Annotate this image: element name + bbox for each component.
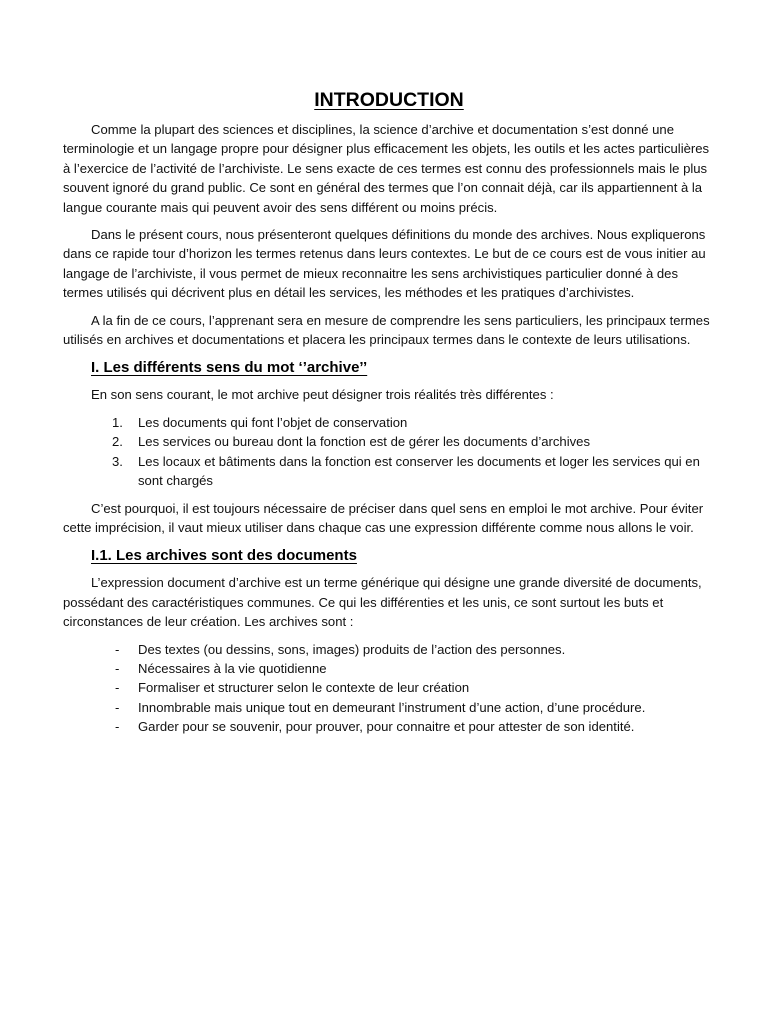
numbered-list — [63, 413, 715, 491]
list-item-text: Les locaux et bâtiments dans la fonction est conserver les documents et loger les services qui en sont chargés — [138, 453, 700, 489]
section-1-1-heading: I.1. Les archives sont des documents — [91, 547, 357, 565]
list-number: 2. — [112, 434, 123, 450]
dash-marker: - — [115, 680, 120, 696]
intro-paragraph-2: Dans le présent cours, nous présenteront quelques définitions du monde des archives. Nous expliquerons dans ce rapide tour d’horizon les termes retenus dans leurs contextes. Le but de ce cours est de vous initier au langage de l’archiviste, il vous permet de mieux reconnaitre les sens archivistiques particulier donné à des termes utilisés qui décrivent plus en détail les services, les méthodes et les pratiques d’archivistes. — [63, 227, 706, 301]
dash-marker: - — [115, 699, 120, 715]
dash-list — [63, 640, 715, 737]
list-number: 1. — [112, 414, 123, 430]
list-item-text: Formaliser et structurer selon le contexte de leur création — [138, 680, 470, 696]
page-title: INTRODUCTION — [314, 89, 464, 111]
list-item-text: Nécessaires à la vie quotidienne — [138, 660, 327, 676]
section-1-heading: I. Les différents sens du mot ‘’archive’’ — [91, 359, 368, 377]
intro-paragraph-1: Comme la plupart des sciences et disciplines, la science d’archive et documentation s’est donné une terminologie et un langage propre pour désigner plus efficacement les objets, les outils et les actes particulières à l’exercice de l’activité de l’archiviste. Le sens exacte de ces termes est connu des professionnels mais le plus souvent ignoré du grand public. Ce sont en général des termes que l’on connait déjà, car ils appartiennent à la langue courante mais qui peuvent avoir des sens différent ou moins précis. — [63, 122, 710, 215]
section-1-1-lead: L’expression document d’archive est un terme générique qui désigne une grande diversité de documents, possédant des caractéristiques communes. Ce qui les différenties et les unis, ce sont surtout les buts et circonstances de leur création. Les archives sont : — [63, 575, 702, 630]
list-item-text: Les documents qui font l’objet de conservation — [138, 414, 408, 430]
list-item-text: Innombrable mais unique tout en demeurant l’instrument d’une action, d’une procédure. — [138, 699, 646, 715]
section-1-closing: C’est pourquoi, il est toujours nécessaire de préciser dans quel sens en emploi le mot archive. Pour éviter cette imprécision, il vaut mieux utiliser dans chaque cas une expression différente comme nous allons le voir. — [63, 500, 704, 535]
section-1-lead: En son sens courant, le mot archive peut désigner trois réalités très différentes : — [91, 387, 554, 403]
document-content — [63, 86, 715, 745]
list-item — [63, 698, 715, 717]
list-item — [63, 717, 715, 736]
list-item — [63, 659, 715, 678]
list-item — [63, 678, 715, 697]
list-item — [63, 432, 715, 451]
list-item-text: Des textes (ou dessins, sons, images) produits de l’action des personnes. — [138, 641, 566, 657]
list-item-text: Garder pour se souvenir, pour prouver, pour connaitre et pour attester de son identité. — [138, 719, 635, 735]
dash-marker: - — [115, 660, 120, 676]
dash-marker: - — [115, 641, 120, 657]
intro-paragraph-3: A la fin de ce cours, l’apprenant sera en mesure de comprendre les sens particuliers, les principaux termes utilisés en archives et documentations et placera les principaux termes dans le contexte de leurs utilisations. — [63, 312, 710, 348]
dash-marker: - — [115, 719, 120, 735]
list-item — [63, 452, 715, 491]
list-item — [63, 413, 715, 432]
list-item-text: Les services ou bureau dont la fonction est de gérer les documents d’archives — [138, 434, 590, 450]
list-number: 3. — [112, 453, 123, 469]
list-item — [63, 640, 715, 659]
